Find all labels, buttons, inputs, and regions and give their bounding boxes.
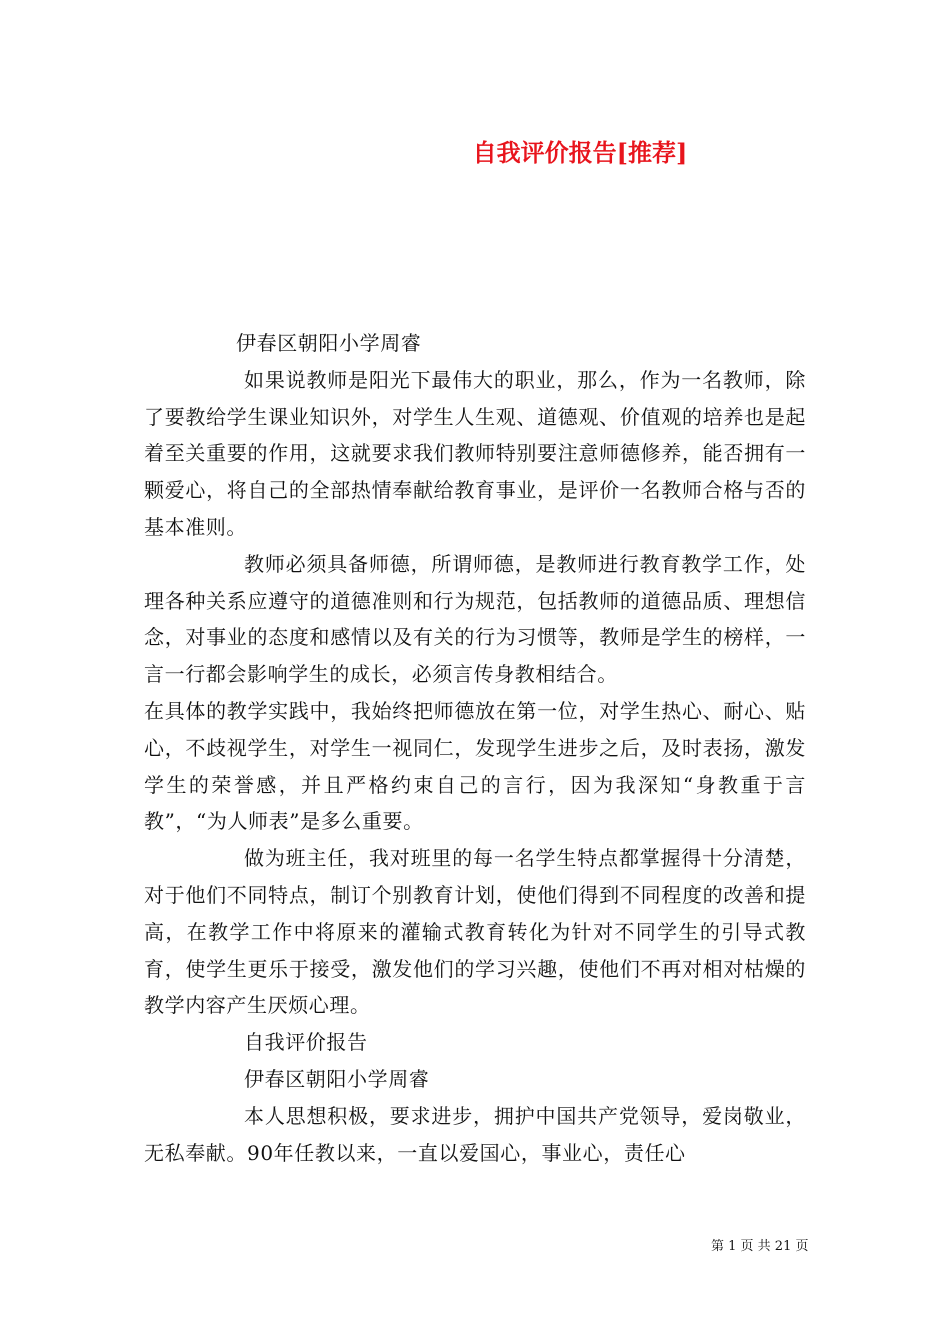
section-subtitle: 自我评价报告 xyxy=(244,1030,368,1055)
paragraph-3: 在具体的教学实践中，我始终把师德放在第一位，对学生热心、耐心、贴心，不歧视学生，对学生一视同仁，发现学生进步之后，及时表扬，激发学生的荣誉感，并且严格约束自己的言行，因为我深知“身教重于言教”，“为人师表”是多么重要。 xyxy=(144,698,806,834)
paragraph-5: 本人思想积极，要求进步，拥护中国共产党领导，爱岗敬业，无私奉献。90年任教以来，一直以爱国心，事业心，责任心 xyxy=(144,1103,806,1165)
paragraph-2: 教师必须具备师德，所谓师德，是教师进行教育教学工作，处理各种关系应遵守的道德准则和行为规范，包括教师的道德品质、理想信念，对事业的态度和感情以及有关的行为习惯等，教师是学生的榜样，一言一行都会影响学生的成长，必须言传身教相结合。 xyxy=(144,551,806,687)
document-title: 自我评价报告[推荐] xyxy=(472,138,688,167)
paragraph-4: 做为班主任，我对班里的每一名学生特点都掌握得十分清楚，对于他们不同特点，制订个别教育计划，使他们得到不同程度的改善和提高，在教学工作中将原来的灌输式教育转化为针对不同学生的引导式教育，使学生更乐于接受，激发他们的学习兴趣，使他们不再对相对枯燥的教学内容产生厌烦心理。 xyxy=(144,846,806,1018)
author-line-2: 伊春区朝阳小学周睿 xyxy=(244,1066,430,1091)
paragraph-1: 如果说教师是阳光下最伟大的职业，那么，作为一名教师，除了要教给学生课业知识外，对学生人生观、道德观、价值观的培养也是起着至关重要的作用，这就要求我们教师特别要注意师德修养，能否拥有一颗爱心，将自己的全部热情奉献给教育事业，是评价一名教师合格与否的基本准则。 xyxy=(144,367,806,539)
page-number-footer: 第 1 页 共 21 页 xyxy=(711,1239,809,1254)
document-body xyxy=(144,325,806,1171)
author-line: 伊春区朝阳小学周睿 xyxy=(236,331,422,355)
